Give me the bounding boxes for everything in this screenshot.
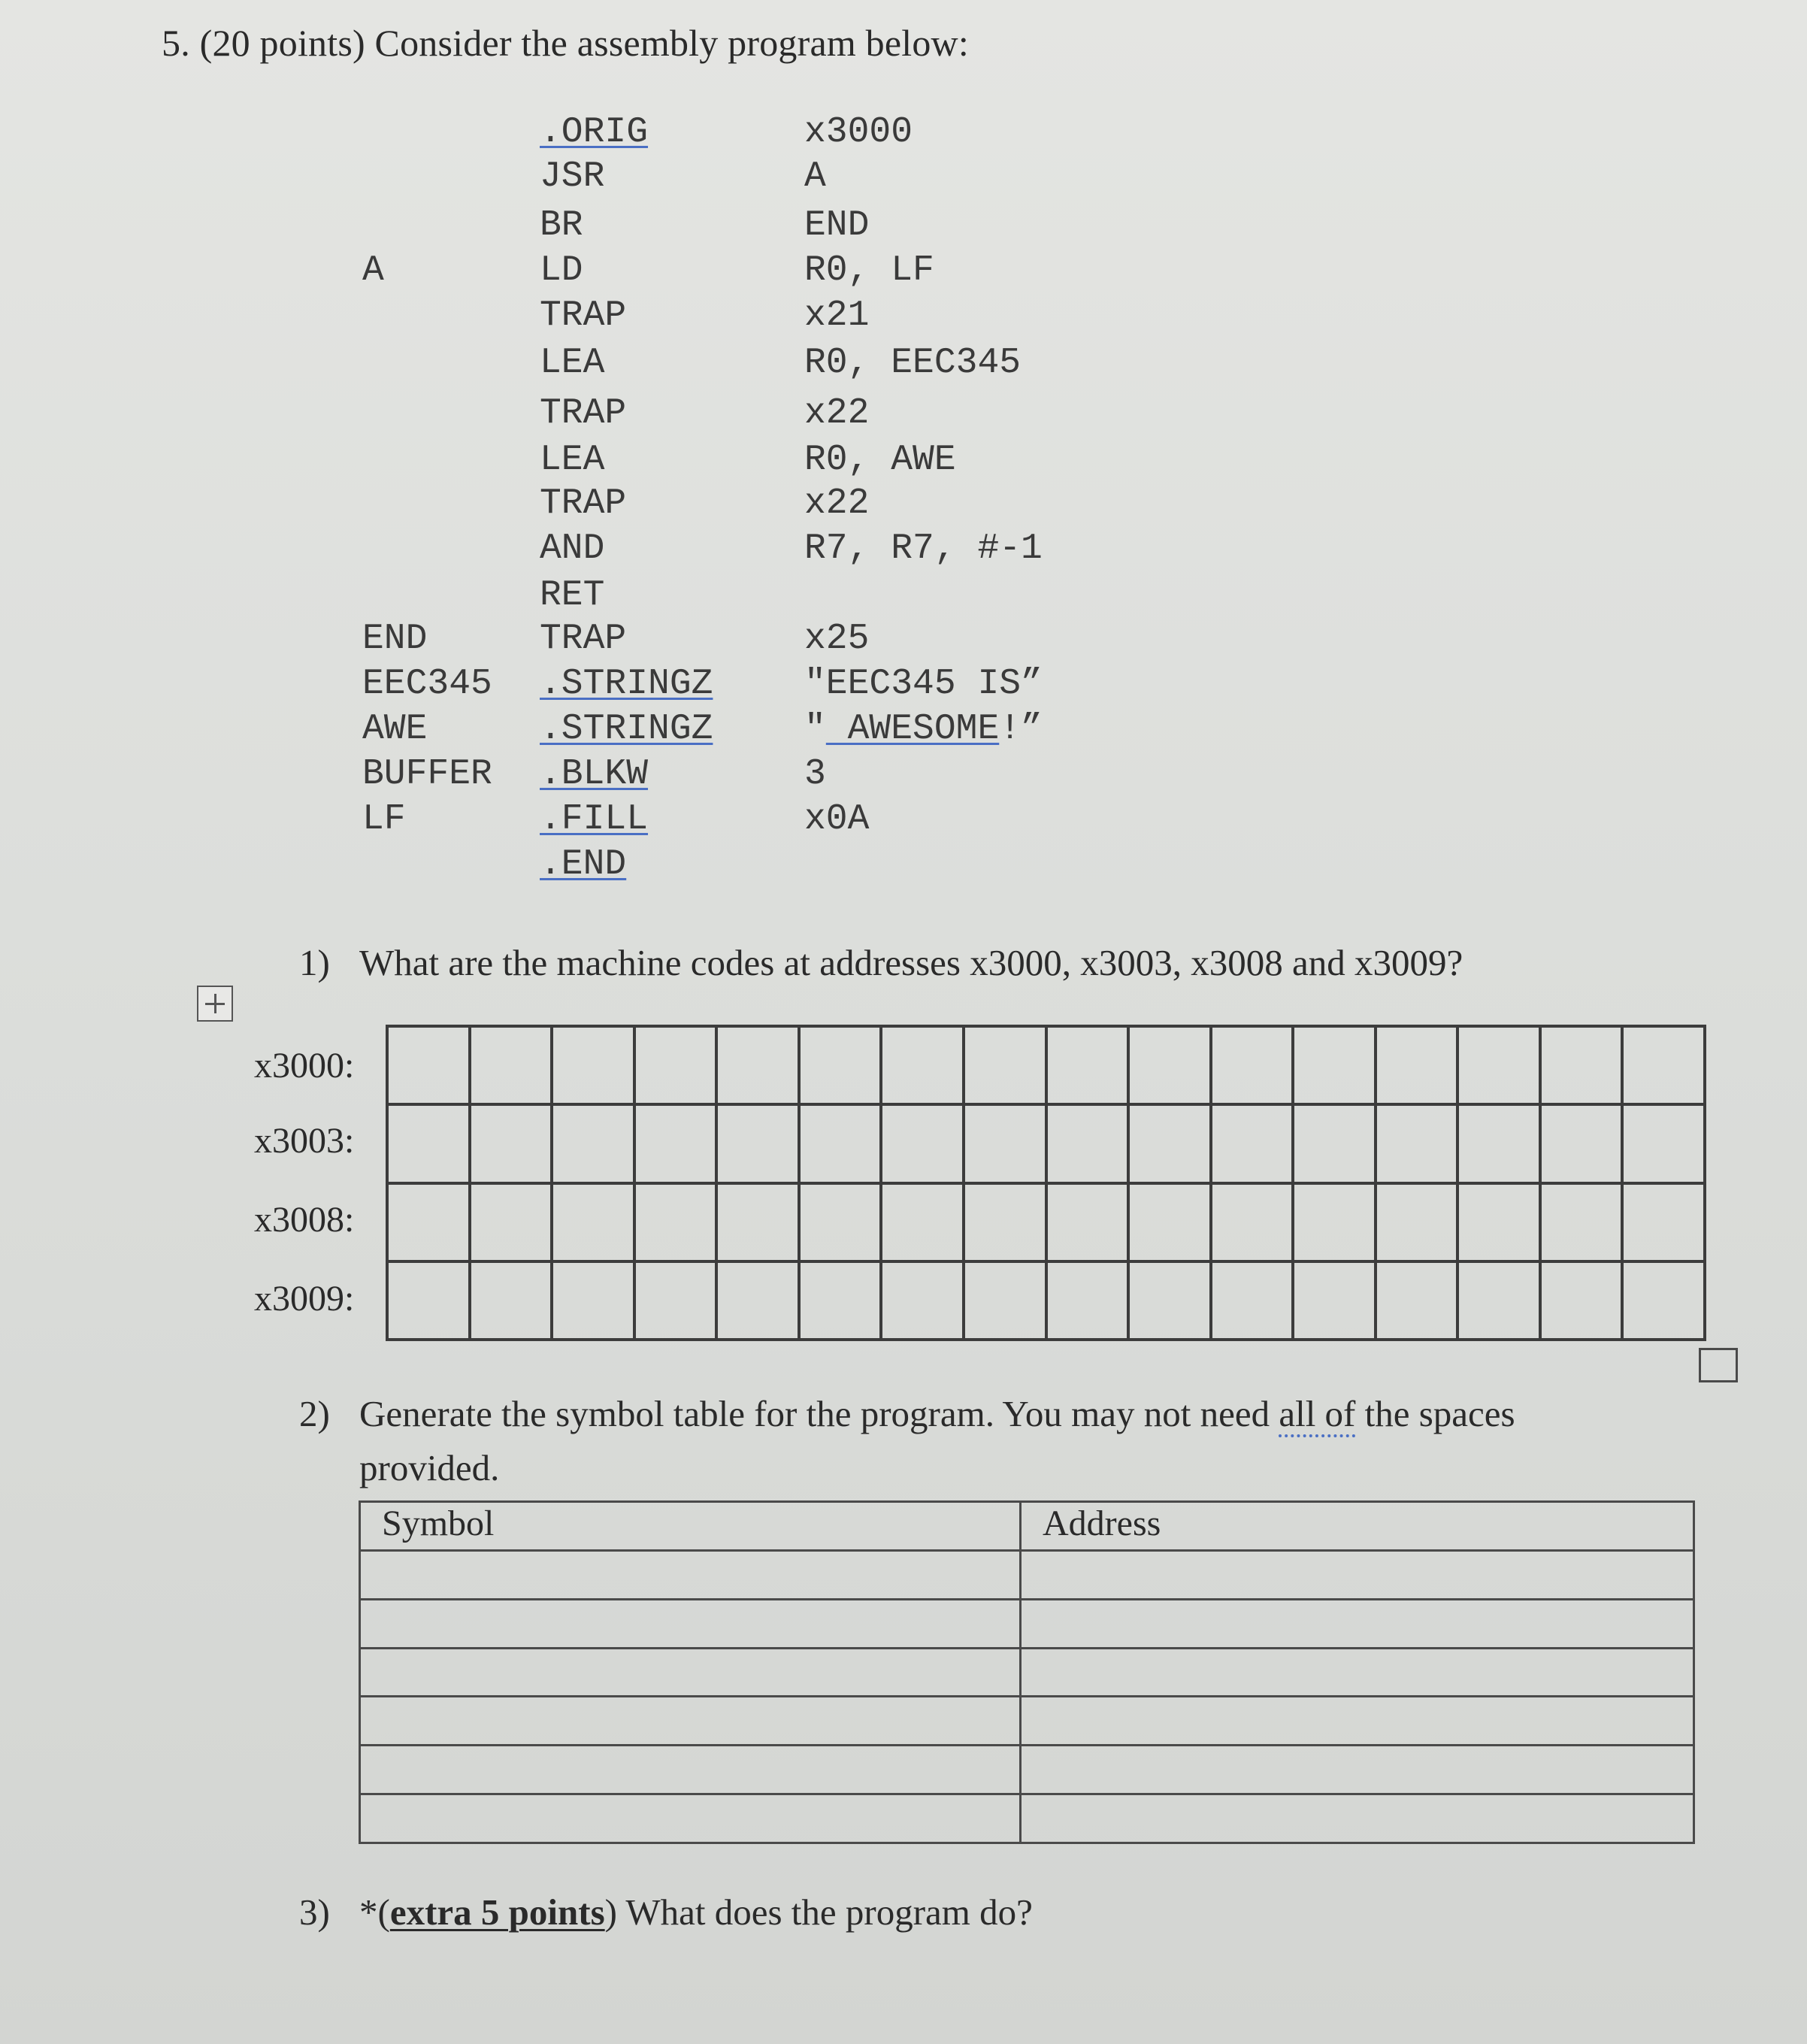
bit-cell[interactable] <box>470 1026 552 1104</box>
code-operand: x22 <box>804 483 870 524</box>
machine-code-grid[interactable] <box>386 1025 1706 1341</box>
part3-star: *( <box>359 1891 390 1933</box>
address-cell[interactable] <box>1021 1697 1694 1746</box>
bit-cell[interactable] <box>1046 1183 1129 1261</box>
part2-text: Generate the symbol table for the program. You may not need <box>359 1393 1279 1434</box>
code-operand: x21 <box>804 295 870 336</box>
code-opcode: .BLKW <box>540 754 649 795</box>
bit-cell[interactable] <box>1293 1026 1376 1104</box>
bit-cell[interactable] <box>634 1183 717 1261</box>
code-operand: R7, R7, #-1 <box>804 528 1043 569</box>
symbol-table-row[interactable] <box>360 1648 1694 1697</box>
code-opcode: BR <box>540 205 583 246</box>
table-resize-handle[interactable] <box>1699 1348 1738 1382</box>
bit-cell[interactable] <box>881 1104 964 1182</box>
code-opcode: TRAP <box>540 483 627 524</box>
address-cell[interactable] <box>1021 1648 1694 1697</box>
symbol-table[interactable] <box>359 1500 1695 1844</box>
code-opcode: JSR <box>540 156 605 197</box>
bit-cell[interactable] <box>799 1183 882 1261</box>
bit-cell[interactable] <box>1622 1183 1705 1261</box>
bit-cell[interactable] <box>799 1261 882 1340</box>
address-label: x3009: <box>254 1279 355 1319</box>
code-label: EEC345 <box>362 664 492 704</box>
bit-cell[interactable] <box>387 1104 470 1182</box>
bit-cell[interactable] <box>716 1104 799 1182</box>
bit-cell[interactable] <box>387 1261 470 1340</box>
machine-code-row[interactable] <box>387 1183 1705 1261</box>
code-label: A <box>362 250 384 291</box>
bit-cell[interactable] <box>1540 1183 1623 1261</box>
bit-cell[interactable] <box>1046 1104 1129 1182</box>
bit-cell[interactable] <box>1046 1261 1129 1340</box>
code-operand: END <box>804 205 870 246</box>
code-label: AWE <box>362 709 428 749</box>
bit-cell[interactable] <box>799 1026 882 1104</box>
bit-cell[interactable] <box>1211 1183 1294 1261</box>
code-operand: 3 <box>804 754 826 795</box>
symbol-table-row[interactable] <box>360 1794 1694 1843</box>
bit-cell[interactable] <box>1622 1104 1705 1182</box>
bit-cell[interactable] <box>964 1026 1046 1104</box>
question-heading: 5. (20 points) Consider the assembly program below: <box>162 22 969 64</box>
code-operand <box>804 707 1043 752</box>
part2-number: 2) <box>299 1393 330 1434</box>
symbol-table-row[interactable] <box>360 1550 1694 1599</box>
address-cell[interactable] <box>1021 1746 1694 1794</box>
move-handle-icon[interactable] <box>197 986 233 1022</box>
part3-number: 3) <box>299 1891 330 1933</box>
code-opcode: AND <box>540 528 605 569</box>
bit-cell[interactable] <box>1376 1183 1458 1261</box>
code-opcode: .STRINGZ <box>540 664 713 704</box>
part3-question <box>299 1891 1033 1933</box>
bit-cell[interactable] <box>1211 1261 1294 1340</box>
symbol-cell[interactable] <box>360 1550 1021 1599</box>
bit-cell[interactable] <box>634 1026 717 1104</box>
code-opcode: LD <box>540 250 583 291</box>
bit-cell[interactable] <box>1046 1026 1129 1104</box>
bit-cell[interactable] <box>1457 1261 1540 1340</box>
machine-code-row[interactable] <box>387 1026 1705 1104</box>
bit-cell[interactable] <box>1540 1104 1623 1182</box>
code-operand-word: AWESOME <box>825 709 1000 749</box>
machine-code-row[interactable] <box>387 1261 1705 1340</box>
code-opcode: TRAP <box>540 295 627 336</box>
bit-cell[interactable] <box>881 1261 964 1340</box>
machine-code-row[interactable] <box>387 1104 1705 1182</box>
bit-cell[interactable] <box>1211 1026 1294 1104</box>
bit-cell[interactable] <box>881 1183 964 1261</box>
code-operand: x25 <box>804 619 870 659</box>
address-label: x3003: <box>254 1121 355 1161</box>
symbol-header: Symbol <box>360 1502 1021 1551</box>
code-operand: A <box>804 156 826 197</box>
bit-cell[interactable] <box>1457 1183 1540 1261</box>
bit-cell[interactable] <box>1128 1183 1211 1261</box>
code-opcode: LEA <box>540 440 605 480</box>
bit-cell[interactable] <box>964 1183 1046 1261</box>
symbol-table-row[interactable] <box>360 1746 1694 1794</box>
bit-cell[interactable] <box>1622 1261 1705 1340</box>
symbol-cell[interactable] <box>360 1697 1021 1746</box>
code-operand: R0, AWE <box>804 440 956 480</box>
code-opcode: TRAP <box>540 393 627 434</box>
code-operand-quote: " <box>804 709 826 749</box>
code-operand: x3000 <box>804 112 913 153</box>
part1-question <box>299 941 1463 984</box>
code-opcode: TRAP <box>540 619 627 659</box>
bit-cell[interactable] <box>964 1104 1046 1182</box>
address-cell[interactable] <box>1021 1550 1694 1599</box>
address-label: x3008: <box>254 1200 355 1240</box>
bit-cell[interactable] <box>799 1104 882 1182</box>
bit-cell[interactable] <box>1293 1261 1376 1340</box>
bit-cell[interactable] <box>1622 1026 1705 1104</box>
code-opcode: .FILL <box>540 799 649 840</box>
bit-cell[interactable] <box>470 1261 552 1340</box>
bit-cell[interactable] <box>387 1183 470 1261</box>
bit-cell[interactable] <box>1128 1261 1211 1340</box>
bit-cell[interactable] <box>634 1261 717 1340</box>
bit-cell[interactable] <box>634 1104 717 1182</box>
bit-cell[interactable] <box>716 1261 799 1340</box>
symbol-cell[interactable] <box>360 1794 1021 1843</box>
code-label: LF <box>362 799 406 840</box>
part2-text-after: the spaces <box>1355 1393 1515 1434</box>
symbol-cell[interactable] <box>360 1599 1021 1648</box>
code-operand: x0A <box>804 799 870 840</box>
bit-cell[interactable] <box>1128 1104 1211 1182</box>
bit-cell[interactable] <box>1376 1261 1458 1340</box>
code-operand: x22 <box>804 393 870 434</box>
address-cell[interactable] <box>1021 1599 1694 1648</box>
address-label: x3000: <box>254 1046 355 1086</box>
code-opcode: .ORIG <box>540 112 649 153</box>
address-cell[interactable] <box>1021 1794 1694 1843</box>
part2-question-line2: provided. <box>359 1447 500 1488</box>
part1-number: 1) <box>299 942 330 983</box>
bit-cell[interactable] <box>1211 1104 1294 1182</box>
code-opcode: LEA <box>540 343 605 383</box>
code-opcode: RET <box>540 575 605 616</box>
bit-cell[interactable] <box>1293 1183 1376 1261</box>
bit-cell[interactable] <box>716 1026 799 1104</box>
code-label: BUFFER <box>362 754 492 795</box>
bit-cell[interactable] <box>1540 1026 1623 1104</box>
bit-cell[interactable] <box>470 1104 552 1182</box>
code-operand: R0, EEC345 <box>804 343 1022 383</box>
bit-cell[interactable] <box>881 1026 964 1104</box>
part3-bold: extra 5 points <box>389 1891 605 1933</box>
code-label: END <box>362 619 428 659</box>
bit-cell[interactable] <box>1293 1104 1376 1182</box>
code-operand: R0, LF <box>804 250 934 291</box>
symbol-table-row[interactable] <box>360 1697 1694 1746</box>
bit-cell[interactable] <box>552 1026 634 1104</box>
bit-cell[interactable] <box>1540 1261 1623 1340</box>
code-operand-tail: !” <box>999 709 1043 749</box>
symbol-table-row[interactable] <box>360 1599 1694 1648</box>
part2-text-dotted: all of <box>1279 1393 1355 1437</box>
symbol-cell[interactable] <box>360 1746 1021 1794</box>
bit-cell[interactable] <box>552 1104 634 1182</box>
part3-rest: ) What does the program do? <box>604 1891 1033 1933</box>
bit-cell[interactable] <box>1457 1104 1540 1182</box>
code-opcode: .END <box>540 844 627 885</box>
code-opcode: .STRINGZ <box>540 709 713 749</box>
symbol-cell[interactable] <box>360 1648 1021 1697</box>
code-operand: "EEC345 IS” <box>804 664 1043 704</box>
part1-text: What are the machine codes at addresses x3000, x3003, x3008 and x3009? <box>359 942 1463 983</box>
bit-cell[interactable] <box>716 1183 799 1261</box>
bit-cell[interactable] <box>387 1026 470 1104</box>
bit-cell[interactable] <box>552 1183 634 1261</box>
bit-cell[interactable] <box>470 1183 552 1261</box>
part2-question <box>299 1392 1515 1435</box>
bit-cell[interactable] <box>552 1261 634 1340</box>
bit-cell[interactable] <box>1457 1026 1540 1104</box>
bit-cell[interactable] <box>1128 1026 1211 1104</box>
bit-cell[interactable] <box>964 1261 1046 1340</box>
symbol-table-header <box>360 1502 1694 1551</box>
address-header: Address <box>1021 1502 1694 1551</box>
bit-cell[interactable] <box>1376 1104 1458 1182</box>
bit-cell[interactable] <box>1376 1026 1458 1104</box>
